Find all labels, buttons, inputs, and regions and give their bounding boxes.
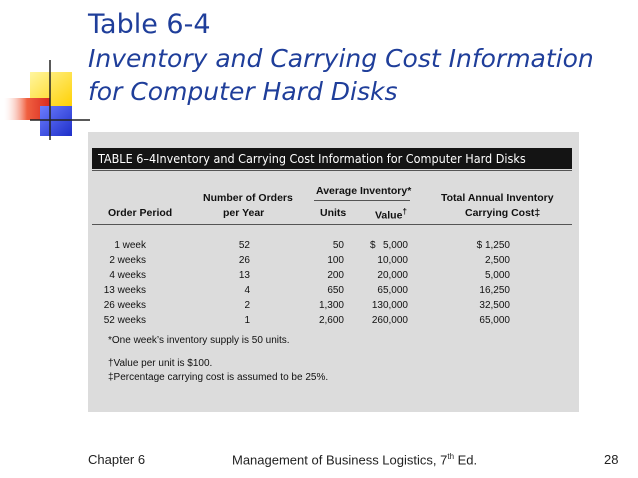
cell-value: 260,000 (371, 315, 408, 326)
cell-period: 1 week (114, 240, 146, 251)
cell-orders: 2 (244, 300, 250, 311)
avg-inventory-rule (314, 200, 410, 201)
cell-orders: 1 (244, 315, 250, 326)
col-order-period: Order Period (108, 207, 173, 219)
table-row (88, 253, 579, 268)
cell-units: 200 (327, 270, 344, 281)
cell-value: 65,000 (377, 285, 408, 296)
col-value-mark: † (402, 207, 407, 216)
cell-cost: 65,000 (479, 315, 510, 326)
cell-value: 20,000 (377, 270, 408, 281)
page-number: 28 (604, 452, 619, 467)
header-rule-bottom (92, 224, 572, 225)
cell-value: 130,000 (371, 300, 408, 311)
header-rule-top (92, 170, 572, 171)
col-units: Units (320, 207, 347, 219)
col-tac-line1: Total Annual Inventory (441, 192, 554, 204)
col-value-text: Value (375, 209, 403, 222)
cell-value-prefix: $ (370, 240, 376, 251)
cell-orders: 52 (238, 240, 250, 251)
footer-book-main: Management of Business Logistics, 7 (232, 452, 448, 468)
cell-orders: 26 (238, 255, 250, 266)
table-row (88, 238, 579, 253)
footnote-units: *One week’s inventory supply is 50 units. (108, 335, 290, 346)
table-row (88, 298, 579, 313)
cell-cost: 32,500 (479, 300, 510, 311)
cell-cost: $ 1,250 (476, 240, 510, 251)
cell-units: 1,300 (318, 300, 344, 311)
col-orders-line2: per Year (223, 207, 265, 219)
footer-chapter: Chapter 6 (88, 452, 146, 467)
cell-value: 5,000 (382, 240, 408, 251)
cell-period: 26 weeks (103, 300, 146, 311)
cell-cost: 2,500 (484, 255, 510, 266)
col-value (375, 207, 407, 222)
footer-book-sup: th (447, 452, 455, 461)
title-subject-line2: for Computer Hard Disks (88, 77, 398, 106)
slide-title (88, 8, 628, 108)
cell-orders: 13 (238, 270, 250, 281)
title-subject-line1: Inventory and Carrying Cost Information (88, 44, 594, 73)
cell-value: 10,000 (377, 255, 408, 266)
cell-units: 50 (332, 240, 344, 251)
cell-period: 4 weeks (109, 270, 146, 281)
cell-units: 100 (327, 255, 344, 266)
table-row (88, 268, 579, 283)
cell-period: 13 weeks (103, 285, 146, 296)
table-body (88, 238, 579, 330)
col-tac-line2: Carrying Cost‡ (465, 207, 541, 219)
cell-period: 2 weeks (109, 255, 146, 266)
table-row (88, 313, 579, 328)
cell-cost: 16,250 (479, 285, 510, 296)
corner-decoration (0, 60, 90, 140)
footer-book-end: Ed. (454, 452, 478, 468)
footnote-value: †Value per unit is $100. (108, 358, 213, 369)
cell-orders: 4 (244, 285, 250, 296)
footnote-carrying-cost: ‡Percentage carrying cost is assumed to be 25%. (108, 372, 329, 383)
cell-units: 650 (327, 285, 344, 296)
footer-book-title (232, 452, 477, 467)
table-row (88, 283, 579, 298)
col-avg-inventory: Average Inventory* (316, 185, 412, 197)
table-caption: TABLE 6–4Inventory and Carrying Cost Information for Computer Hard Disks (92, 148, 572, 169)
title-table-number: Table 6-4 (88, 9, 211, 40)
col-orders-line1: Number of Orders (203, 192, 293, 204)
cell-units: 2,600 (318, 315, 344, 326)
cell-cost: 5,000 (484, 270, 510, 281)
cell-period: 52 weeks (103, 315, 146, 326)
inventory-table (88, 132, 579, 412)
